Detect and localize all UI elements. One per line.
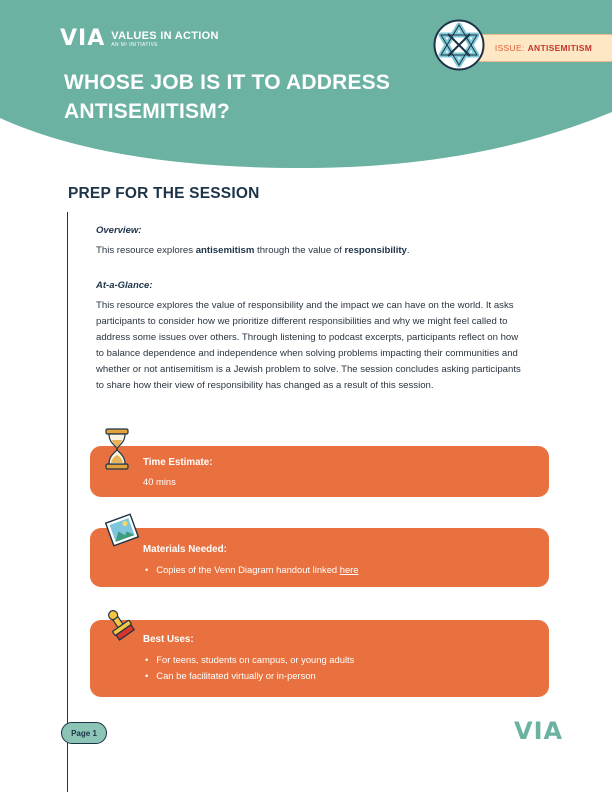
brand-subtitle: AN M² INITIATIVE	[111, 41, 159, 48]
star-of-david-icon	[433, 19, 485, 71]
issue-value: ANTISEMITISM	[527, 43, 593, 53]
best-uses-title: Best Uses:	[143, 634, 194, 645]
overview-text: This resource explores antisemitism through the value of responsibility.	[96, 245, 410, 256]
section-divider-line	[67, 212, 68, 792]
page-title: WHOSE JOB IS IT TO ADDRESS ANTISEMITISM?	[64, 71, 391, 123]
at-a-glance-text: This resource explores the value of responsibility and the impact we can have on the world. It asks participants to consider how we prioritize different responsibilities and why we might feel called to address some issues over others. Through listening to podcast excerpts, participants reflect on how to balance dependence and independence when solving problems impacting their communities and whether or not antisemitism is a Jewish problem to solve. The session concludes asking participants to share how their view of responsibility has changed as a result of this session.	[96, 300, 521, 391]
overview-keyword-antisemitism: antisemitism	[195, 245, 255, 256]
time-estimate-title: Time Estimate:	[143, 457, 213, 468]
list-item: • Copies of the Venn Diagram handout linked here	[145, 562, 359, 578]
time-estimate-card	[90, 446, 549, 497]
best-uses-list	[145, 652, 354, 684]
stamp-icon	[103, 607, 137, 643]
section-title: PREP FOR THE SESSION	[68, 185, 260, 202]
page-number-badge: Page 1	[61, 722, 107, 744]
picture-frame-icon	[104, 512, 140, 548]
hourglass-icon	[104, 428, 130, 470]
materials-list	[145, 562, 359, 578]
materials-card	[90, 528, 549, 587]
brand	[60, 28, 219, 50]
overview-keyword-responsibility: responsibility	[344, 245, 407, 256]
list-item: • For teens, students on campus, or young adults	[145, 652, 354, 668]
materials-title: Materials Needed:	[143, 544, 227, 555]
overview-heading: Overview:	[96, 225, 142, 236]
best-uses-card	[90, 620, 549, 697]
at-a-glance-heading: At-a-Glance:	[96, 280, 153, 291]
brand-name: VALUES IN ACTION	[111, 29, 219, 42]
footer-logo: VIA	[514, 717, 564, 745]
list-item: • Can be facilitated virtually or in-person	[145, 668, 354, 684]
issue-label: ISSUE:	[494, 43, 525, 53]
handout-link[interactable]: here	[339, 564, 359, 575]
time-estimate-value: 40 mins	[143, 476, 176, 487]
brand-logo: VIA	[60, 26, 106, 51]
issue-tag	[474, 34, 612, 62]
